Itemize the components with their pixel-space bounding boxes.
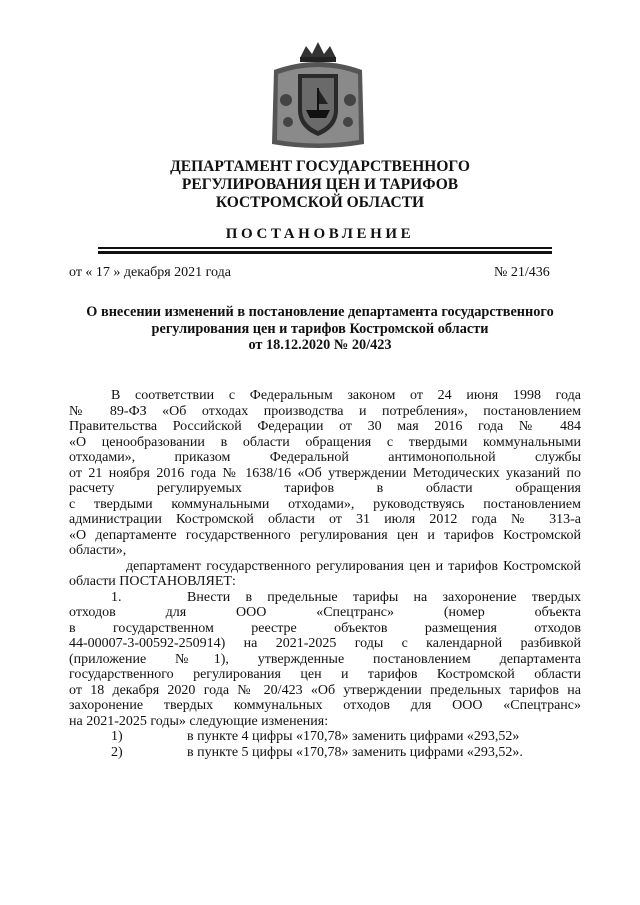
preamble-line: В соответствии с Федеральным законом от 24 июня 1998 года: [111, 388, 581, 403]
clause-line: государственного регулирования цен и тарифов Костромской области: [69, 667, 581, 682]
document-type: ПОСТАНОВЛЕНИЕ: [225, 226, 415, 242]
resolve-line: департамент государственного регулирования цен и тарифов Костромской: [126, 558, 581, 574]
department-line-1: ДЕПАРТАМЕНТ ГОСУДАРСТВЕННОГО: [170, 158, 470, 175]
subitem-number: 2): [111, 744, 123, 760]
preamble-line: от 21 ноября 2016 года № 1638/16 «Об утверждении Методических указаний по: [69, 465, 581, 481]
coat-of-arms-icon: [266, 40, 370, 152]
subject-line-2: регулирования цен и тарифов Костромской области: [151, 320, 489, 337]
preamble-line: «О департаменте государственного регулирования цен и тарифов Костромской: [69, 527, 581, 543]
preamble-line: «О ценообразовании в области обращения с твердыми коммунальными: [69, 434, 581, 450]
clause-line: отходов для ООО «Спецтранс» (номер объекта: [69, 605, 581, 620]
preamble-line: № 89-ФЗ «Об отходах производства и потребления», постановлением: [69, 403, 581, 419]
subitem-text: в пункте 4 цифры «170,78» заменить цифрами «293,52»: [187, 729, 520, 744]
preamble-line: отходами», приказом Федеральной антимонопольной службы: [69, 450, 581, 465]
document-subject: [0, 304, 640, 354]
department-name: [0, 158, 640, 212]
clause-line: от 18 декабря 2020 года № 20/423 «Об утверждении предельных тарифов на: [69, 682, 581, 698]
subitem-text: в пункте 5 цифры «170,78» заменить цифрами «293,52».: [187, 744, 523, 760]
subitem-number: 1): [111, 729, 123, 744]
clause-line: захоронение твердых коммунальных отходов для ООО «Спецтранс»: [69, 698, 581, 713]
subitem-2: [69, 745, 581, 761]
preamble-line: с твердыми коммунальными отходами», руководствуясь постановлением: [69, 496, 581, 512]
clause-line: 44-00007-3-00592-250914) на 2021-2025 годы с календарной разбивкой: [69, 636, 581, 651]
preamble-line: Правительства Российской Федерации от 30 мая 2016 года № 484: [69, 419, 581, 434]
preamble-line: области»,: [69, 543, 127, 558]
header-rule-thick: [98, 251, 552, 254]
resolve-line: области ПОСТАНОВЛЯЕТ:: [69, 574, 236, 589]
department-line-3: КОСТРОМСКОЙ ОБЛАСТИ: [215, 194, 425, 211]
clause-number: 1.: [111, 589, 122, 605]
clause-line: в государственном реестре объектов размещения отходов: [69, 620, 581, 636]
document-number: № 21/436: [494, 265, 550, 280]
preamble-line: расчету регулируемых тарифов в области обращения: [69, 481, 581, 496]
subject-line-3: от 18.12.2020 № 20/423: [248, 337, 392, 353]
department-line-2: РЕГУЛИРОВАНИЯ ЦЕН И ТАРИФОВ: [181, 176, 459, 193]
document-body: [69, 388, 581, 760]
preamble-line: администрации Костромской области от 31 июля 2012 года № 313-а: [69, 512, 581, 527]
header-rule-thin: [98, 247, 552, 249]
document-date: от « 17 » декабря 2021 года: [69, 265, 231, 280]
subject-line-1: О внесении изменений в постановление департамента государственного: [86, 304, 554, 320]
subitem-1: [69, 729, 581, 745]
clause-text: Внести в предельные тарифы на захоронение твердых: [187, 589, 581, 605]
clause-1-first-line: [69, 590, 581, 606]
clause-line: (приложение №1), утвержденные постановлением департамента: [69, 651, 581, 667]
clause-line: на 2021-2025 годы» следующие изменения:: [69, 713, 329, 729]
